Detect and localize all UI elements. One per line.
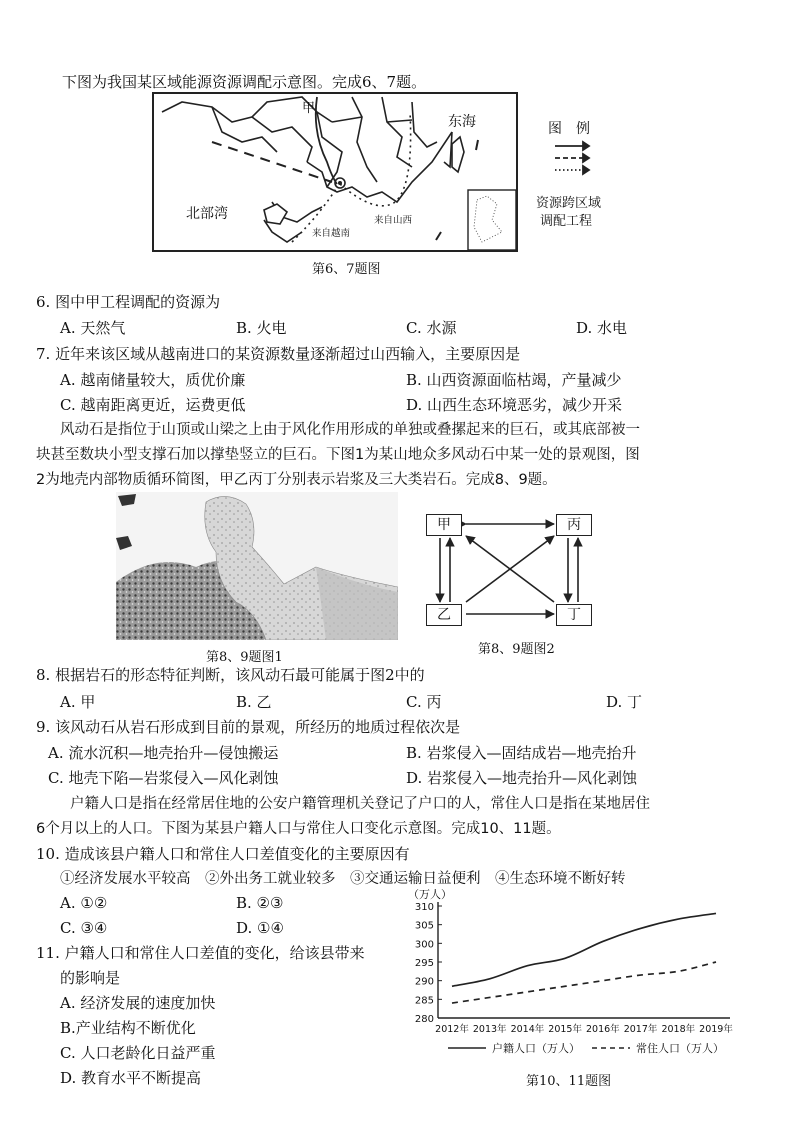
intro-10-11-line1: 户籍人口是指在经常居住地的公安户籍管理机关登记了户口的人，常住人口是指在某地居住: [70, 796, 650, 812]
x-tick-label: 2018年: [661, 1024, 696, 1035]
q11-option-b[interactable]: B.产业结构不断优化: [60, 1019, 196, 1037]
q11-option-a[interactable]: A. 经济发展的速度加快: [60, 994, 216, 1012]
q10-option-d[interactable]: D. ①④: [236, 919, 284, 937]
q6-option-a[interactable]: A. 天然气: [60, 319, 126, 337]
q10-option-b[interactable]: B. ②③: [236, 894, 284, 912]
x-tick-label: 2014年: [510, 1024, 545, 1035]
legend-symbols: [555, 140, 591, 176]
wind-rock-photo: [116, 492, 398, 640]
x-tick-label: 2019年: [699, 1024, 733, 1035]
y-tick-label: 295: [414, 958, 434, 969]
x-tick-label: 2013年: [472, 1024, 507, 1035]
map-label-beibuwan: 北部湾: [186, 206, 228, 222]
map-label-jia: 甲: [302, 101, 316, 116]
map-label-shanxi: 来自山西: [374, 215, 413, 226]
cycle-box-bing: 丙: [556, 514, 592, 536]
q9-option-c[interactable]: C. 地壳下陷—岩浆侵入—风化剥蚀: [48, 769, 279, 787]
intro-8-9-line2: 块甚至数块小型支撑石加以撑垫竖立的巨石。下图1为某山地众多风动石中某一处的景观图，图: [36, 447, 640, 463]
x-tick-label: 2015年: [548, 1024, 582, 1035]
legend-series-2: 常住人口（万人）: [636, 1042, 724, 1055]
map-caption: 第6、7题图: [312, 262, 381, 277]
y-tick-label: 300: [414, 939, 434, 951]
series-line-changzhu: [452, 962, 716, 1003]
q10-option-c[interactable]: C. ③④: [60, 919, 108, 937]
q6-option-d[interactable]: D. 水电: [576, 319, 628, 337]
q7-option-c[interactable]: C. 越南距离更近，运费更低: [60, 396, 246, 414]
q9-option-a[interactable]: A. 流水沉积—地壳抬升—侵蚀搬运: [48, 744, 279, 762]
legend-text-2: 调配工程: [540, 214, 593, 229]
chart-caption: 第10、11题图: [526, 1074, 612, 1089]
q6-option-c[interactable]: C. 水源: [406, 319, 457, 337]
y-tick-label: 305: [414, 920, 434, 932]
x-tick-label: 2016年: [586, 1024, 620, 1035]
x-tick-label: 2012年: [435, 1024, 469, 1035]
series-line-huji: [452, 913, 716, 986]
q9-option-d[interactable]: D. 岩浆侵入—地壳抬升—风化剥蚀: [406, 769, 638, 787]
y-tick-label: 280: [414, 1014, 434, 1025]
q6-stem: 6. 图中甲工程调配的资源为: [36, 293, 221, 311]
population-chart: [404, 886, 740, 1056]
y-tick-label: 285: [414, 995, 434, 1007]
fig2-caption: 第8、9题图2: [478, 642, 555, 657]
legend-solid-line: [448, 1042, 488, 1054]
q11-stem-line1: 11. 户籍人口和常住人口差值的变化，给该县带来: [36, 944, 365, 962]
q10-option-a[interactable]: A. ①②: [60, 894, 108, 912]
intro-10-11-line2: 6个月以上的人口。下图为某县户籍人口与常住人口变化示意图。完成10、11题。: [36, 821, 561, 837]
legend-dashed-line: [592, 1042, 632, 1054]
q9-stem: 9. 该风动石从岩石形成到目前的景观，所经历的地质过程依次是: [36, 718, 461, 736]
y-tick-label: 290: [414, 976, 434, 988]
x-tick-label: 2017年: [623, 1024, 658, 1035]
cycle-box-yi: 乙: [426, 604, 462, 626]
q11-option-c[interactable]: C. 人口老龄化日益严重: [60, 1044, 216, 1062]
intro-8-9-line1: 风动石是指位于山顶或山梁之上由于风化作用形成的单独或叠摞起来的巨石，或其底部被一: [60, 422, 640, 438]
q11-option-d[interactable]: D. 教育水平不断提高: [60, 1069, 202, 1087]
q11-stem-line2: 的影响是: [60, 969, 121, 987]
y-tick-label: 310: [414, 902, 434, 913]
legend-series-1: 户籍人口（万人）: [492, 1042, 580, 1055]
q7-option-b[interactable]: B. 山西资源面临枯竭，产量减少: [406, 371, 622, 389]
intro-8-9-line3: 2为地壳内部物质循环简图，甲乙丙丁分别表示岩浆及三大类岩石。完成8、9题。: [36, 472, 557, 488]
q10-stem: 10. 造成该县户籍人口和常住人口差值变化的主要原因有: [36, 845, 410, 863]
q8-option-d[interactable]: D. 丁: [606, 693, 643, 711]
q8-option-a[interactable]: A. 甲: [60, 693, 96, 711]
cycle-box-jia: 甲: [426, 514, 462, 536]
chart-y-unit: （万人）: [408, 888, 452, 901]
q8-option-b[interactable]: B. 乙: [236, 693, 272, 711]
legend-text-1: 资源跨区域: [536, 196, 602, 211]
q7-option-d[interactable]: D. 山西生态环境恶劣，减少开采: [406, 396, 623, 414]
q10-statements: ①经济发展水平较高 ②外出务工就业较多 ③交通运输日益便利 ④生态环境不断好转: [60, 871, 626, 887]
energy-map: [152, 92, 518, 252]
q8-option-c[interactable]: C. 丙: [406, 693, 442, 711]
q9-option-b[interactable]: B. 岩浆侵入—固结成岩—地壳抬升: [406, 744, 637, 762]
intro-6-7: 下图为我国某区域能源资源调配示意图。完成6、7题。: [62, 73, 427, 91]
legend-title: 图 例: [548, 121, 590, 137]
q7-stem: 7. 近年来该区域从越南进口的某资源数量逐渐超过山西输入，主要原因是: [36, 345, 521, 363]
map-label-yuenan: 来自越南: [312, 228, 351, 239]
q8-stem: 8. 根据岩石的形态特征判断，该风动石最可能属于图2中的: [36, 666, 425, 684]
map-label-donghai: 东海: [448, 114, 476, 130]
cycle-box-ding: 丁: [556, 604, 592, 626]
q7-option-a[interactable]: A. 越南储量较大，质优价廉: [60, 371, 246, 389]
fig1-caption: 第8、9题图1: [206, 650, 283, 665]
q6-option-b[interactable]: B. 火电: [236, 319, 287, 337]
